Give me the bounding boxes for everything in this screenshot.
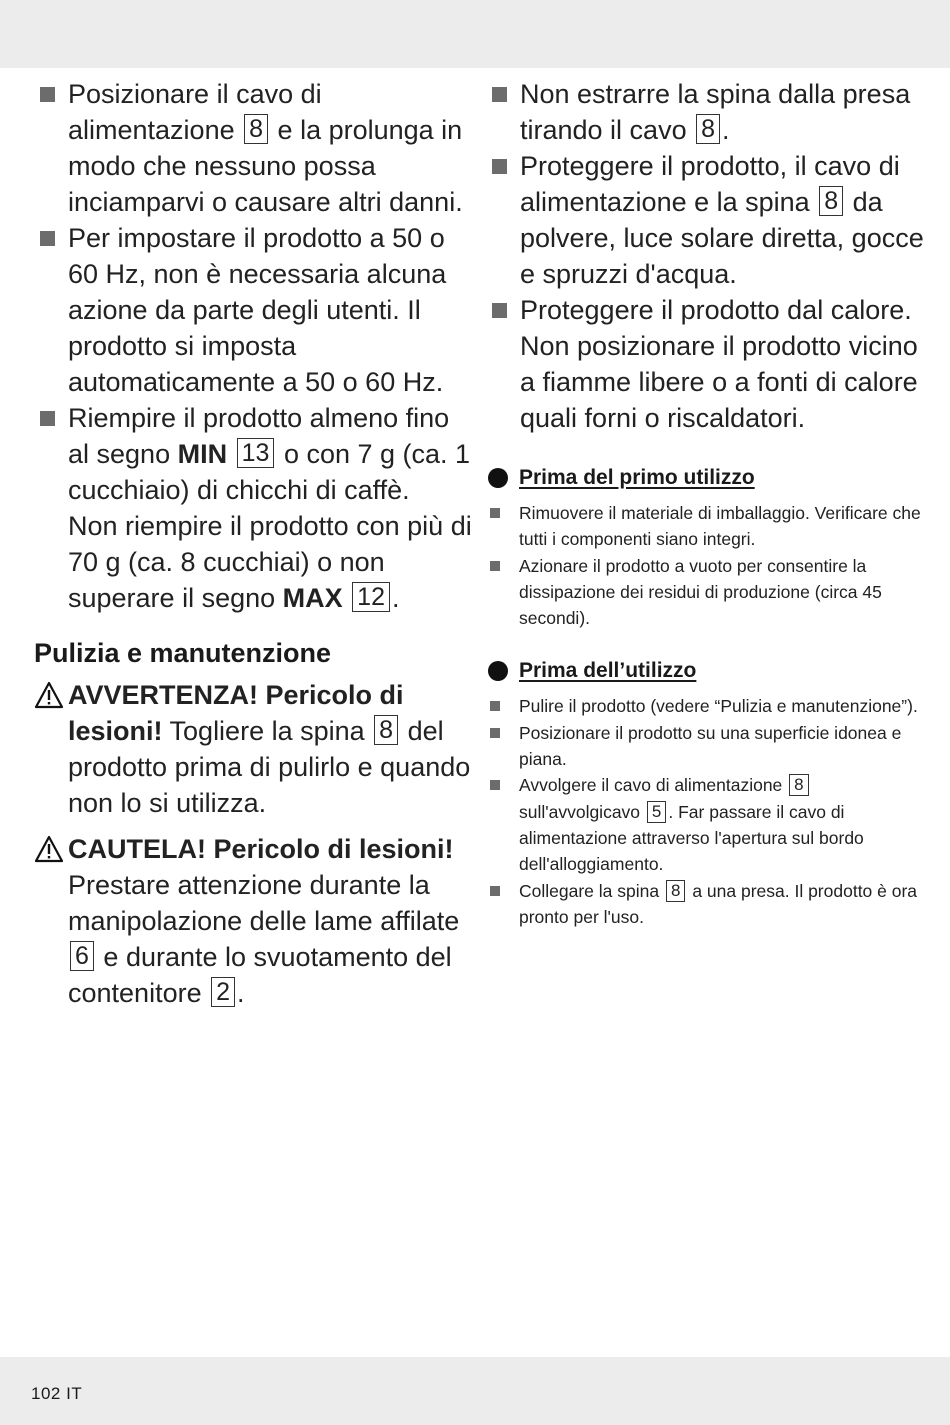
list-item: Proteggere il prodotto dal calore. Non posizionare il prodotto vicino a fiamme libere o a fonti di calore quali forni o riscaldatori. (486, 292, 926, 436)
min-label: MIN (177, 439, 228, 469)
list-item: Per impostare il prodotto a 50 o 60 Hz, non è necessaria alcuna azione da parte degli utenti. Il prodotto si imposta automaticamente a 50 o 60 Hz. (34, 220, 474, 400)
footer-band (0, 1357, 950, 1425)
square-bullet-icon (490, 728, 500, 738)
warning-block: AVVERTENZA! Pericolo di lesioni! Togliere la spina 8 del prodotto prima di pulirlo e quando non lo si utilizza. (34, 677, 474, 821)
square-bullet-icon (40, 231, 55, 246)
list-item: Riempire il prodotto almeno fino al segno MIN 13 o con 7 g (ca. 1 cucchiaio) di chicchi di caffè. Non riempire il prodotto con più di 70 g (ca. 8 cucchiai) o non superare il segno MAX 12 . (34, 400, 474, 616)
list-item: Non estrarre la spina dalla presa tirando il cavo 8 . (486, 76, 926, 148)
max-label: MAX (282, 583, 343, 613)
list-item: Collegare la spina 8 a una presa. Il prodotto è ora pronto per l'uso. (486, 878, 926, 931)
part-ref-box: 2 (211, 977, 235, 1007)
list-item-paragraph: Non riempire il prodotto con più di 70 g (ca. 8 cucchiai) o non superare il segno MAX 12 . (68, 511, 472, 613)
language-code: IT (66, 1384, 83, 1403)
part-ref-box: 12 (352, 582, 390, 612)
subsection-heading: Prima dell’utilizzo (486, 657, 926, 685)
left-column (34, 76, 474, 1011)
list-item: Avvolgere il cavo di alimentazione 8 sull'avvolgicavo 5 . Far passare il cavo di alimentazione attraverso l'apertura sul bordo dell'alloggiamento. (486, 772, 926, 877)
warning-triangle-icon (34, 681, 64, 709)
square-bullet-icon (492, 87, 507, 102)
square-bullet-icon (40, 87, 55, 102)
subsection-heading: Prima del primo utilizzo (486, 464, 926, 492)
caution-block: CAUTELA! Pericolo di lesioni! Prestare attenzione durante la manipolazione delle lame affilate 6 e durante lo svuotamento del contenitore 2 . (34, 831, 474, 1011)
square-bullet-icon (40, 411, 55, 426)
part-ref-box: 6 (70, 941, 94, 971)
list-item: Azionare il prodotto a vuoto per consentire la dissipazione dei residui di produzione (circa 45 secondi). (486, 553, 926, 632)
square-bullet-icon (490, 561, 500, 571)
square-bullet-icon (492, 159, 507, 174)
part-ref-box: 8 (789, 774, 808, 796)
list-item: Proteggere il prodotto, il cavo di alimentazione e la spina 8 da polvere, luce solare diretta, gocce e spruzzi d'acqua. (486, 148, 926, 292)
square-bullet-icon (492, 303, 507, 318)
list-item: Pulire il prodotto (vedere “Pulizia e manutenzione”). (486, 693, 926, 719)
part-ref-box: 8 (819, 186, 843, 216)
round-bullet-icon (488, 661, 508, 681)
header-band (0, 0, 950, 68)
right-column (486, 76, 926, 930)
caution-title: CAUTELA! Pericolo di lesioni! (68, 834, 454, 864)
safety-list-right (486, 76, 926, 436)
before-use-section (486, 657, 926, 930)
part-ref-box: 8 (696, 114, 720, 144)
list-item: Posizionare il cavo di alimentazione 8 e la prolunga in modo che nessuno possa inciamparvi o causare altri danni. (34, 76, 474, 220)
section-title: Pulizia e manutenzione (34, 638, 332, 668)
part-ref-box: 5 (647, 801, 666, 823)
list-item: Posizionare il prodotto su una superficie idonea e piana. (486, 720, 926, 773)
first-use-list (486, 500, 926, 631)
safety-list-left (34, 76, 474, 616)
part-ref-box: 13 (237, 438, 275, 468)
list-item: Rimuovere il materiale di imballaggio. Verificare che tutti i componenti siano integri. (486, 500, 926, 553)
square-bullet-icon (490, 886, 500, 896)
round-bullet-icon (488, 468, 508, 488)
square-bullet-icon (490, 780, 500, 790)
first-use-section (486, 464, 926, 631)
before-use-list (486, 693, 926, 930)
warning-title: AVVERTENZA! Pericolo di lesioni! (68, 680, 404, 746)
part-ref-box: 8 (666, 880, 685, 902)
square-bullet-icon (490, 701, 500, 711)
page-footer (31, 1384, 82, 1404)
square-bullet-icon (490, 508, 500, 518)
page-number: 102 (31, 1384, 61, 1403)
warning-triangle-icon (34, 835, 64, 863)
part-ref-box: 8 (244, 114, 268, 144)
part-ref-box: 8 (374, 715, 398, 745)
